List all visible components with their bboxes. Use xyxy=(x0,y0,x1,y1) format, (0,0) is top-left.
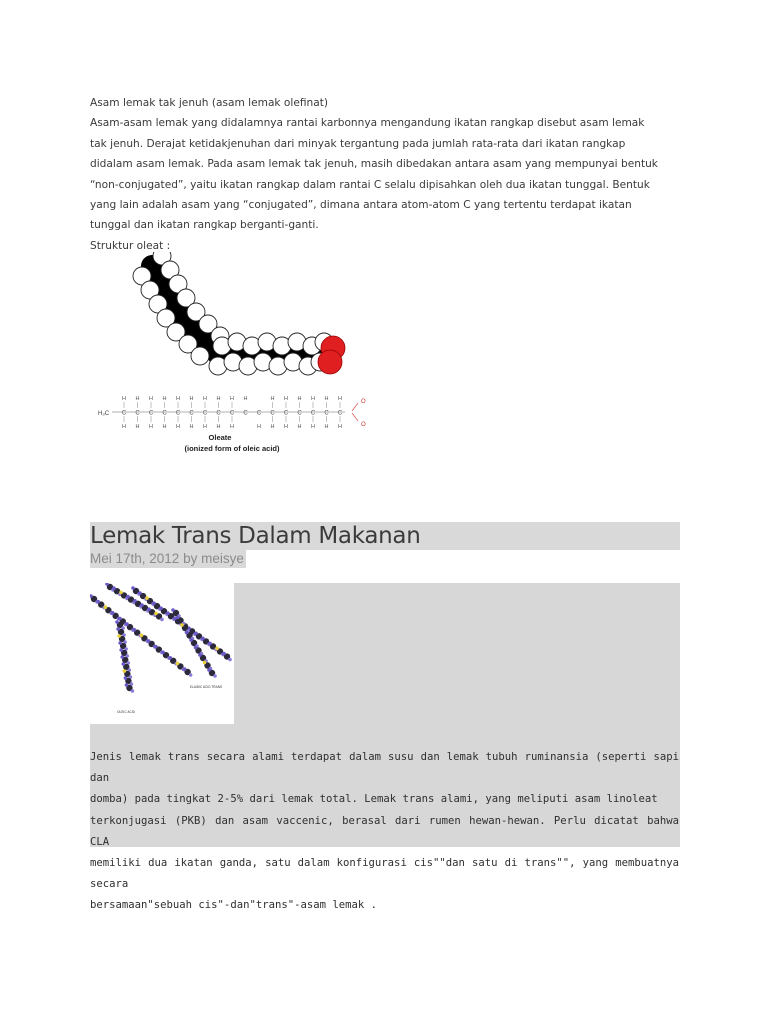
formula-carbon: C xyxy=(175,410,181,417)
article-content xyxy=(90,583,680,912)
formula-hydrogen: H xyxy=(216,396,221,402)
intro-section xyxy=(90,93,670,256)
chain-atom xyxy=(183,667,187,671)
intro-line: Asam-asam lemak yang didalamnya rantai karbonnya mengandung ikatan rangkap disebut asam lemak xyxy=(90,117,645,130)
chain-atom xyxy=(118,617,122,621)
formula-carbon: C xyxy=(283,410,289,417)
formula-hydrogen: H xyxy=(216,424,221,430)
chain-atom xyxy=(160,618,164,622)
formula-carbon: C xyxy=(229,410,235,417)
trans-fat-thumbnail[interactable] xyxy=(90,583,234,724)
formula-hydrogen: H xyxy=(176,396,180,402)
formula-hydrogen: H xyxy=(189,396,194,402)
formula-carbon: C xyxy=(202,410,208,417)
formula-hydrogen: H xyxy=(338,396,342,402)
chain-atom xyxy=(140,603,144,607)
formula-hydrogen: H xyxy=(189,424,194,430)
paragraph-line: Jenis lemak trans secara alami terdapat dalam susu dan lemak tubuh ruminansia (seperti sapi dan xyxy=(90,751,679,785)
chain-atom xyxy=(119,591,123,595)
structural-formula xyxy=(98,396,366,430)
chain-atom xyxy=(180,623,184,627)
formula-hydrogen: H xyxy=(297,396,302,402)
formula-hydrogen: H xyxy=(149,396,153,402)
chain-atom xyxy=(140,634,144,638)
paragraph-line: memiliki dua ikatan ganda, satu dalam konfigurasi cis""dan satu di trans"", yang membuatnya secara xyxy=(90,857,679,891)
chain-atom xyxy=(111,611,115,615)
chain-atom xyxy=(124,676,128,680)
chain-atom xyxy=(125,683,129,687)
chain-atom xyxy=(185,631,189,635)
formula-bond xyxy=(352,403,358,411)
chain-atom xyxy=(222,652,226,656)
chain-atom xyxy=(119,648,123,652)
hydrogen-atom xyxy=(191,347,209,365)
chain-atom xyxy=(189,673,193,677)
article-title-banner xyxy=(90,522,680,550)
chain-atom xyxy=(215,647,219,651)
chain-atom xyxy=(176,616,180,620)
chain-atom xyxy=(126,595,130,599)
article-title[interactable]: Lemak Trans Dalam Makanan xyxy=(90,523,421,549)
formula-carbon: C xyxy=(256,410,262,417)
chain-atom xyxy=(176,662,180,666)
chain-atom xyxy=(132,628,136,632)
chain-atom xyxy=(166,611,170,615)
oxygen-atom xyxy=(318,350,342,374)
chain-atom xyxy=(112,586,116,590)
formula-hydrogen: H xyxy=(162,396,167,402)
paragraph-line: domba) pada tingkat 2-5% dari lemak total. Lemak trans alami, yang meliputi asam linoleat xyxy=(90,793,658,806)
formula-carbon: C xyxy=(189,410,194,417)
formula-hydrogen: H xyxy=(230,396,234,402)
chain-atom xyxy=(118,641,122,645)
paragraph-line: bersamaan"sebuah cis"-dan"trans"-asam lemak . xyxy=(90,899,378,912)
chain-atom xyxy=(161,650,165,654)
chain-atom xyxy=(207,668,211,672)
formula-hydrogen: H xyxy=(203,424,207,430)
formula-carbon: C xyxy=(337,410,343,417)
oleate-caption-title: Oleate xyxy=(208,433,232,442)
chain-atom xyxy=(123,669,127,673)
formula-hydrogen: H xyxy=(135,424,140,430)
chain-atom xyxy=(120,655,124,659)
trans-fat-molecule-image xyxy=(90,583,234,724)
oleate-molecule-diagram xyxy=(90,252,380,462)
chain-atom xyxy=(189,638,193,642)
chain-atom xyxy=(133,599,137,603)
article-paragraph xyxy=(90,747,679,917)
formula-carbon: C xyxy=(310,410,316,417)
intro-line: “non-conjugated”, yaitu ikatan rangkap dalam rantai C selalu dipisahkan oleh dua ikatan tunggal. Bentuk xyxy=(90,178,650,191)
formula-hydrogen: H xyxy=(324,396,329,402)
chain-atom xyxy=(115,620,119,624)
chain-atom xyxy=(168,656,172,660)
chain-atom xyxy=(201,637,205,641)
formula-carbon: C xyxy=(162,410,167,417)
chain-atom xyxy=(116,627,120,631)
chain-atom xyxy=(194,646,198,650)
intro-line: tak jenuh. Derajat ketidakjenuhan dari minyak tergantung pada jumlah rata-rata dari ikatan rangkap xyxy=(90,137,626,150)
formula-oxygen: O xyxy=(361,399,366,405)
chain-atom xyxy=(203,661,207,665)
chain-atom xyxy=(147,607,151,611)
chain-atom xyxy=(96,600,100,604)
intro-line: tunggal dan ikatan rangkap berganti-ganti. xyxy=(90,219,319,232)
formula-hydrogen: H xyxy=(338,424,342,430)
formula-bond xyxy=(352,413,358,421)
formula-oxygen: O xyxy=(361,422,366,428)
intro-line: Asam lemak tak jenuh (asam lemak olefinat) xyxy=(90,97,329,109)
formula-hydrogen: H xyxy=(284,424,288,430)
formula-carbon: C xyxy=(324,410,329,417)
formula-carbon: C xyxy=(121,410,127,417)
chain-atom xyxy=(125,622,129,626)
thumbnail-label: ELAIDIC ACID TRANS xyxy=(189,685,223,689)
intro-line: yang lain adalah asam yang “conjugated”, dimana antara atom-atom C yang tertentu terdapat ikatan xyxy=(90,199,632,212)
chain-atom xyxy=(104,605,108,609)
chain-atom xyxy=(131,586,135,590)
formula-carbon: C xyxy=(243,410,248,417)
intro-line: Struktur oleat : xyxy=(90,239,171,252)
formula-hydrogen: H xyxy=(311,424,315,430)
chain-atom xyxy=(228,658,232,662)
formula-hydrogen: H xyxy=(122,424,126,430)
chain-atom xyxy=(154,645,158,649)
formula-hydrogen: H xyxy=(270,424,275,430)
formula-hydrogen: H xyxy=(257,424,261,430)
formula-carbon: C xyxy=(216,410,221,417)
space-filling-model xyxy=(133,252,345,375)
formula-hydrogen: H xyxy=(297,424,302,430)
formula-methyl: H₃C xyxy=(98,411,110,417)
oleate-structure-figure xyxy=(90,252,380,462)
chain-atom xyxy=(154,612,158,616)
formula-carbon: C xyxy=(148,410,154,417)
formula-carbon: C xyxy=(270,410,275,417)
formula-hydrogen: H xyxy=(243,396,248,402)
formula-hydrogen: H xyxy=(203,396,207,402)
chain-atom xyxy=(208,642,212,646)
chain-atom xyxy=(147,639,151,643)
formula-hydrogen: H xyxy=(311,396,315,402)
chain-atom xyxy=(159,606,163,610)
chain-atom xyxy=(122,662,126,666)
thumbnail-label: OLEIC ACID xyxy=(117,710,135,714)
chain-atom xyxy=(171,608,175,612)
chain-atom xyxy=(198,653,202,657)
chain-atom xyxy=(138,591,142,595)
formula-hydrogen: H xyxy=(162,424,167,430)
formula-hydrogen: H xyxy=(324,424,329,430)
formula-carbon: C xyxy=(297,410,302,417)
chain-atom xyxy=(194,632,198,636)
formula-hydrogen: H xyxy=(149,424,153,430)
chain-atom xyxy=(213,674,217,678)
formula-hydrogen: H xyxy=(135,396,140,402)
formula-hydrogen: H xyxy=(176,424,180,430)
formula-hydrogen: H xyxy=(270,396,275,402)
oleate-caption-subtitle: (ionized form of oleic acid) xyxy=(184,444,280,453)
chain-atom xyxy=(131,689,135,693)
formula-hydrogen: H xyxy=(230,424,234,430)
formula-hydrogen: H xyxy=(284,396,288,402)
chain-atom xyxy=(152,601,156,605)
intro-line: didalam asam lemak. Pada asam lemak tak jenuh, masih dibedakan antara asam yang mempunyai bentuk xyxy=(90,158,658,171)
paragraph-line: terkonjugasi (PKB) dan asam vaccenic, berasal dari rumen hewan-hewan. Perlu dicatat bahwa CLA xyxy=(90,814,679,848)
article-byline: Mei 17th, 2012 by meisye xyxy=(90,551,244,566)
formula-carbon: C xyxy=(135,410,140,417)
chain-atom xyxy=(117,634,121,638)
formula-hydrogen: H xyxy=(122,396,126,402)
chain-atom xyxy=(145,596,149,600)
